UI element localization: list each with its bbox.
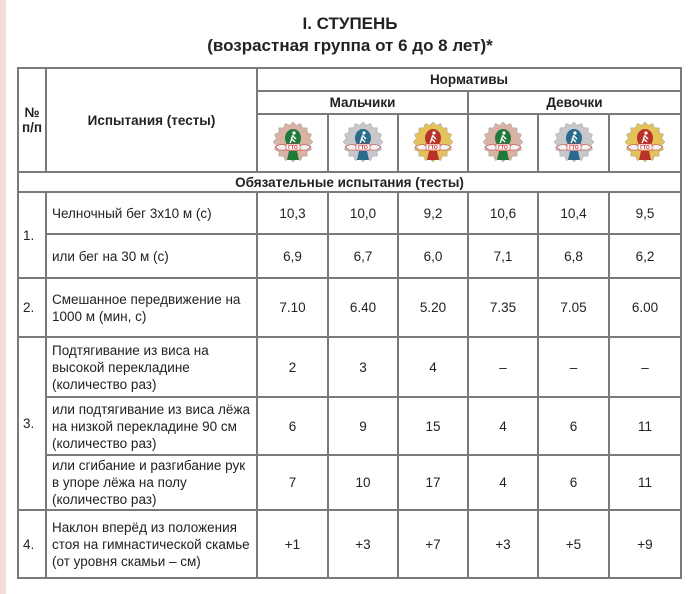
norm-value: 15 bbox=[398, 397, 468, 455]
norm-value: 9,5 bbox=[609, 192, 681, 234]
age-group-subtitle: (возрастная группа от 6 до 8 лет)* bbox=[207, 36, 493, 55]
norm-value: 6,7 bbox=[328, 234, 398, 278]
bronze-badge-icon bbox=[271, 120, 315, 166]
table-row bbox=[18, 278, 681, 337]
header-tests: Испытания (тесты) bbox=[46, 68, 257, 172]
norm-value: 6.00 bbox=[609, 278, 681, 337]
norm-value: 10,4 bbox=[538, 192, 609, 234]
norm-value: +3 bbox=[328, 510, 398, 578]
badge-cell bbox=[398, 114, 468, 172]
norm-value: 7 bbox=[257, 455, 328, 510]
norm-value: 6,2 bbox=[609, 234, 681, 278]
test-name: или сгибание и разгибание рук в упоре лёжа на полу (количество раз) bbox=[46, 455, 257, 510]
norm-value: 6 bbox=[257, 397, 328, 455]
row-number: 1. bbox=[18, 192, 46, 278]
section-mandatory-tests: Обязательные испытания (тесты) bbox=[18, 172, 681, 192]
svg-text:ГТО: ГТО bbox=[428, 145, 438, 151]
norm-value: 6 bbox=[538, 397, 609, 455]
left-edge-strip bbox=[0, 0, 6, 594]
badge-cell bbox=[468, 114, 538, 172]
svg-text:ГТО: ГТО bbox=[498, 145, 508, 151]
norm-value: 10,0 bbox=[328, 192, 398, 234]
norm-value: – bbox=[538, 337, 609, 397]
row-number: 3. bbox=[18, 337, 46, 510]
test-name: или бег на 30 м (с) bbox=[46, 234, 257, 278]
norm-value: 11 bbox=[609, 397, 681, 455]
norm-value: +1 bbox=[257, 510, 328, 578]
norm-value: 9 bbox=[328, 397, 398, 455]
row-number: 4. bbox=[18, 510, 46, 578]
norm-value: 10,3 bbox=[257, 192, 328, 234]
test-name: Наклон вперёд из положения стоя на гимнастической скамье (от уровня скамьи – см) bbox=[46, 510, 257, 578]
table-row bbox=[18, 192, 681, 234]
header-norms: Нормативы bbox=[257, 68, 681, 91]
silver-badge-icon bbox=[341, 120, 385, 166]
norms-table bbox=[17, 67, 682, 579]
table-row bbox=[18, 510, 681, 578]
svg-text:ГТО: ГТО bbox=[358, 145, 368, 151]
header-num: № п/п bbox=[18, 68, 46, 172]
norm-value: 11 bbox=[609, 455, 681, 510]
norm-value: 4 bbox=[468, 455, 538, 510]
norm-value: 6.40 bbox=[328, 278, 398, 337]
stage-title: I. СТУПЕНЬ bbox=[302, 14, 398, 33]
norm-value: 6,9 bbox=[257, 234, 328, 278]
row-number: 2. bbox=[18, 278, 46, 337]
badge-cell bbox=[609, 114, 681, 172]
header-boys: Мальчики bbox=[257, 91, 468, 114]
silver-badge-icon bbox=[552, 120, 596, 166]
norm-value: +9 bbox=[609, 510, 681, 578]
table-row bbox=[18, 455, 681, 510]
table-row bbox=[18, 337, 681, 397]
norm-value: 4 bbox=[468, 397, 538, 455]
norm-value: 17 bbox=[398, 455, 468, 510]
norm-value: 3 bbox=[328, 337, 398, 397]
norm-value: 6 bbox=[538, 455, 609, 510]
norm-value: 5.20 bbox=[398, 278, 468, 337]
norm-value: 7.10 bbox=[257, 278, 328, 337]
norm-value: – bbox=[609, 337, 681, 397]
norm-value: 4 bbox=[398, 337, 468, 397]
test-name: Смешанное передвижение на 1000 м (мин, с) bbox=[46, 278, 257, 337]
test-name: Челночный бег 3х10 м (с) bbox=[46, 192, 257, 234]
gold-badge-icon bbox=[623, 120, 667, 166]
badge-cell bbox=[538, 114, 609, 172]
svg-text:ГТО: ГТО bbox=[640, 145, 650, 151]
table-row bbox=[18, 397, 681, 455]
norm-value: 10 bbox=[328, 455, 398, 510]
norm-value: 7.35 bbox=[468, 278, 538, 337]
norm-value: +3 bbox=[468, 510, 538, 578]
norm-value: 7.05 bbox=[538, 278, 609, 337]
test-name: или подтягивание из виса лёжа на низкой перекладине 90 см (количество раз) bbox=[46, 397, 257, 455]
svg-text:ГТО: ГТО bbox=[568, 145, 579, 151]
norm-value: 7,1 bbox=[468, 234, 538, 278]
test-name: Подтягивание из виса на высокой перекладине (количество раз) bbox=[46, 337, 257, 397]
norm-value: +7 bbox=[398, 510, 468, 578]
table-row bbox=[18, 234, 681, 278]
norm-value: +5 bbox=[538, 510, 609, 578]
norm-value: 10,6 bbox=[468, 192, 538, 234]
svg-text:ГТО: ГТО bbox=[287, 145, 298, 151]
norm-value: 2 bbox=[257, 337, 328, 397]
badge-cell bbox=[328, 114, 398, 172]
bronze-badge-icon bbox=[481, 120, 525, 166]
norm-value: 6,8 bbox=[538, 234, 609, 278]
badge-cell bbox=[257, 114, 328, 172]
norm-value: – bbox=[468, 337, 538, 397]
gold-badge-icon bbox=[411, 120, 455, 166]
header-girls: Девочки bbox=[468, 91, 681, 114]
norm-value: 9,2 bbox=[398, 192, 468, 234]
norm-value: 6,0 bbox=[398, 234, 468, 278]
